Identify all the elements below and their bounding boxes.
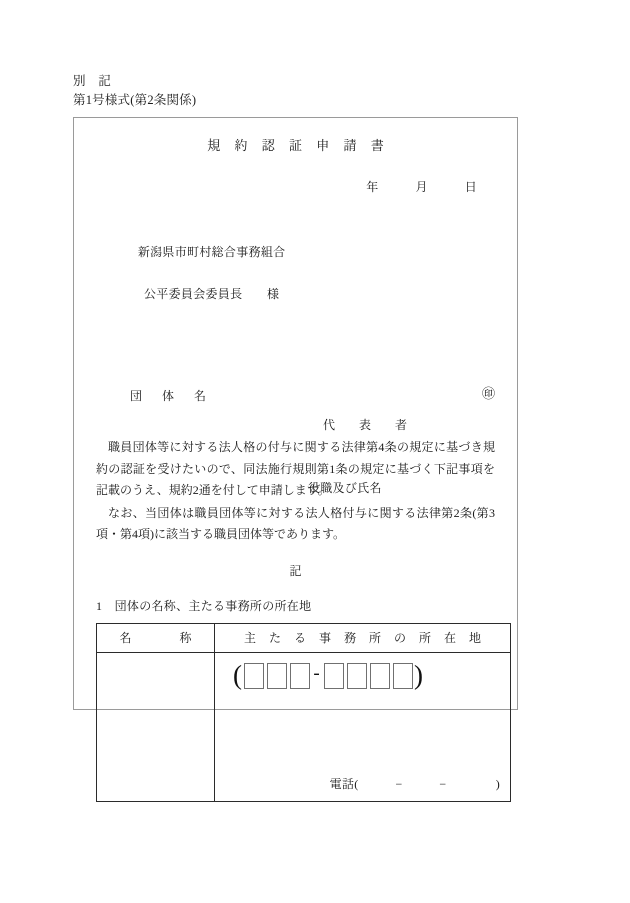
- form-content: [74, 135, 517, 791]
- body-paragraph-2: なお、当団体は職員団体等に対する法人格付与に関する法律第2条(第3項・第4項)に該当する職員団体等であります。: [96, 505, 495, 541]
- table-header-name: [97, 623, 215, 652]
- table-header-name-text: 名 称: [119, 631, 210, 645]
- seal-stamp-icon: ㊞: [481, 386, 495, 401]
- address-input-cell[interactable]: [215, 652, 511, 801]
- table-header-address: [215, 623, 511, 652]
- ki-marker: 記: [289, 563, 302, 578]
- section-heading-1: 1 団体の名称、主たる事務所の所在地: [96, 598, 312, 613]
- header-line-bekki: 別 記: [73, 74, 112, 88]
- addressee-organization: 新潟県市町村総合事務組合: [137, 245, 286, 259]
- postal-separator: -: [313, 662, 320, 684]
- date-line: 年 月 日: [366, 180, 477, 194]
- postal-box[interactable]: [290, 663, 310, 689]
- addressee-recipient: 公平委員会委員長 様: [144, 287, 280, 301]
- table-header-address-text: 主 た る 事 務 所 の 所 在 地: [243, 631, 486, 645]
- postal-code-field[interactable]: [233, 659, 423, 690]
- table-row: [97, 652, 511, 801]
- postal-box[interactable]: [267, 663, 287, 689]
- representative-block: [308, 373, 413, 541]
- name-input-cell[interactable]: [97, 652, 215, 801]
- document-header: [73, 72, 373, 110]
- group-name-label: 団 体 名: [130, 389, 211, 403]
- postal-box[interactable]: [324, 663, 344, 689]
- form-title: 規 約 認 証 申 請 書: [207, 138, 390, 153]
- table-header-row: [97, 623, 511, 652]
- postal-box[interactable]: [244, 663, 264, 689]
- header-line-form-number: 第1号様式(第2条関係): [73, 93, 197, 107]
- representative-sub-label: 役職及び氏名: [308, 481, 382, 495]
- postal-box[interactable]: [393, 663, 413, 689]
- organization-info-table: [96, 623, 511, 802]
- postal-close-paren: ): [414, 659, 423, 690]
- form-outer-border: [73, 117, 518, 791]
- phone-number-field[interactable]: 電話( − − ): [329, 776, 500, 791]
- addressee-block: [96, 221, 495, 347]
- postal-open-paren: (: [233, 659, 242, 690]
- postal-box[interactable]: [370, 663, 390, 689]
- representative-label: 代 表 者: [323, 418, 414, 432]
- body-paragraph-1: 職員団体等に対する法人格の付与に関する法律第4条の規定に基づき規約の認証を受けたいので、同法施行規則第1条の規定に基づく下記事項を記載のうえ、規約2通を付して申請します。: [96, 440, 495, 497]
- body-text: [96, 437, 495, 546]
- postal-box[interactable]: [347, 663, 367, 689]
